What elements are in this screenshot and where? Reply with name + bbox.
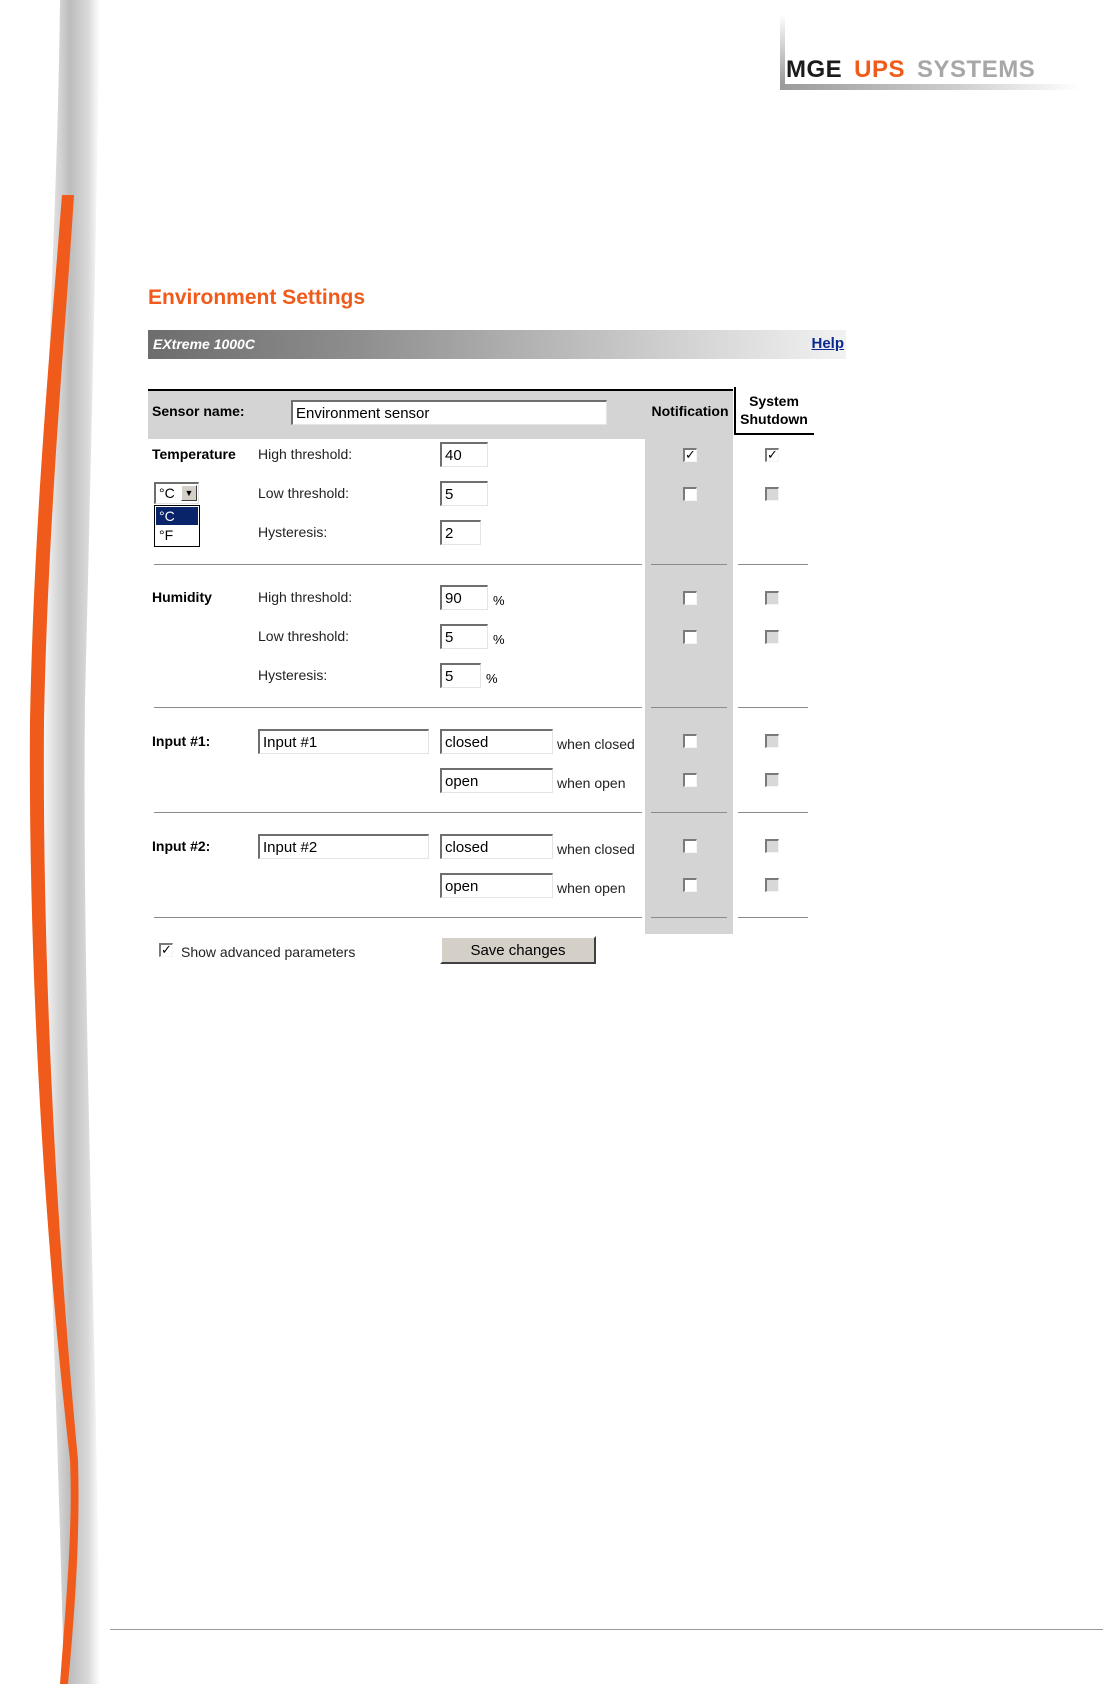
hum-low-input[interactable]	[440, 624, 488, 649]
input2-closed-shutdown-checkbox[interactable]	[765, 839, 779, 853]
hum-high-shutdown-checkbox[interactable]	[765, 591, 779, 605]
input1-closed-shutdown-checkbox[interactable]	[765, 734, 779, 748]
input2-open-notification-checkbox[interactable]	[683, 878, 697, 892]
decorative-swoosh	[0, 0, 120, 1684]
section-divider	[154, 917, 642, 918]
unit-option-fahrenheit[interactable]: °F	[159, 527, 174, 543]
sensor-name-label: Sensor name:	[152, 403, 245, 419]
section-divider	[651, 917, 727, 918]
sensor-name-input[interactable]	[291, 400, 607, 425]
input1-closed-input[interactable]	[440, 729, 553, 754]
section-divider	[738, 564, 808, 565]
section-divider	[738, 917, 808, 918]
logo-wordmark	[786, 56, 1035, 84]
hum-high-label: High threshold:	[258, 589, 353, 605]
temp-hysteresis-label: Hysteresis:	[258, 524, 328, 540]
logo-part-mge: MGE	[786, 56, 843, 83]
unit-select-value: °C	[159, 485, 175, 501]
section-divider	[651, 812, 727, 813]
logo-part-systems: SYSTEMS	[917, 56, 1036, 83]
input2-closed-input[interactable]	[440, 834, 553, 859]
temp-high-input[interactable]	[440, 442, 488, 467]
input1-open-input[interactable]	[440, 768, 553, 793]
section-divider	[738, 707, 808, 708]
section-divider	[154, 707, 642, 708]
shutdown-header-line2: Shutdown	[740, 411, 808, 427]
temperature-label: Temperature	[152, 446, 236, 462]
input1-open-shutdown-checkbox[interactable]	[765, 773, 779, 787]
temp-low-notification-checkbox[interactable]	[683, 487, 697, 501]
temp-low-shutdown-checkbox[interactable]	[765, 487, 779, 501]
temp-low-label: Low threshold:	[258, 485, 350, 501]
input1-name-input[interactable]	[258, 729, 429, 754]
notification-header: Notification	[651, 403, 729, 419]
help-link[interactable]: Help	[811, 335, 844, 352]
hum-low-unit: %	[493, 632, 505, 647]
temp-high-label: High threshold:	[258, 446, 353, 462]
hum-high-notification-checkbox[interactable]	[683, 591, 697, 605]
temp-high-notification-checkbox[interactable]	[683, 448, 697, 462]
device-header-bar	[148, 330, 846, 359]
hum-high-unit: %	[493, 593, 505, 608]
logo-part-ups: UPS	[854, 56, 906, 83]
save-changes-button[interactable]: Save changes	[440, 936, 596, 964]
temperature-unit-dropdown	[154, 505, 200, 547]
temperature-unit-select[interactable]	[154, 482, 199, 504]
hum-high-input[interactable]	[440, 585, 488, 610]
checkmark-icon: ✓	[685, 447, 696, 462]
page-title: Environment Settings	[148, 286, 366, 309]
unit-option-celsius[interactable]: °C	[156, 507, 198, 525]
hum-hysteresis-unit: %	[486, 671, 498, 686]
section-divider	[154, 564, 642, 565]
input1-closed-notification-checkbox[interactable]	[683, 734, 697, 748]
input1-open-suffix: when open	[557, 775, 626, 791]
logo-shadow	[780, 14, 785, 84]
footer-divider	[110, 1629, 1103, 1630]
input2-name-input[interactable]	[258, 834, 429, 859]
section-divider	[651, 564, 727, 565]
advanced-parameters-checkbox[interactable]	[159, 943, 173, 957]
input2-closed-suffix: when closed	[557, 841, 635, 857]
input1-label: Input #1:	[152, 733, 211, 749]
company-logo	[780, 14, 1080, 90]
temp-hysteresis-input[interactable]	[440, 520, 481, 545]
input1-closed-suffix: when closed	[557, 736, 635, 752]
hum-low-notification-checkbox[interactable]	[683, 630, 697, 644]
input2-label: Input #2:	[152, 838, 211, 854]
section-divider	[738, 812, 808, 813]
advanced-parameters-label: Show advanced parameters	[181, 944, 356, 960]
temp-low-input[interactable]	[440, 481, 488, 506]
device-name: EXtreme 1000C	[153, 336, 255, 352]
hum-low-shutdown-checkbox[interactable]	[765, 630, 779, 644]
chevron-down-icon[interactable]: ▼	[181, 485, 197, 501]
hum-hysteresis-label: Hysteresis:	[258, 667, 328, 683]
input2-closed-notification-checkbox[interactable]	[683, 839, 697, 853]
section-divider	[651, 707, 727, 708]
section-divider	[154, 812, 642, 813]
temp-high-shutdown-checkbox[interactable]	[765, 448, 779, 462]
input1-open-notification-checkbox[interactable]	[683, 773, 697, 787]
logo-shadow	[780, 84, 1080, 90]
checkmark-icon: ✓	[161, 942, 172, 957]
hum-hysteresis-input[interactable]	[440, 663, 481, 688]
shutdown-header-line1: System	[749, 393, 799, 409]
checkmark-icon: ✓	[767, 447, 778, 462]
input2-open-shutdown-checkbox[interactable]	[765, 878, 779, 892]
input2-open-input[interactable]	[440, 873, 553, 898]
hum-low-label: Low threshold:	[258, 628, 350, 644]
humidity-label: Humidity	[152, 589, 212, 605]
input2-open-suffix: when open	[557, 880, 626, 896]
